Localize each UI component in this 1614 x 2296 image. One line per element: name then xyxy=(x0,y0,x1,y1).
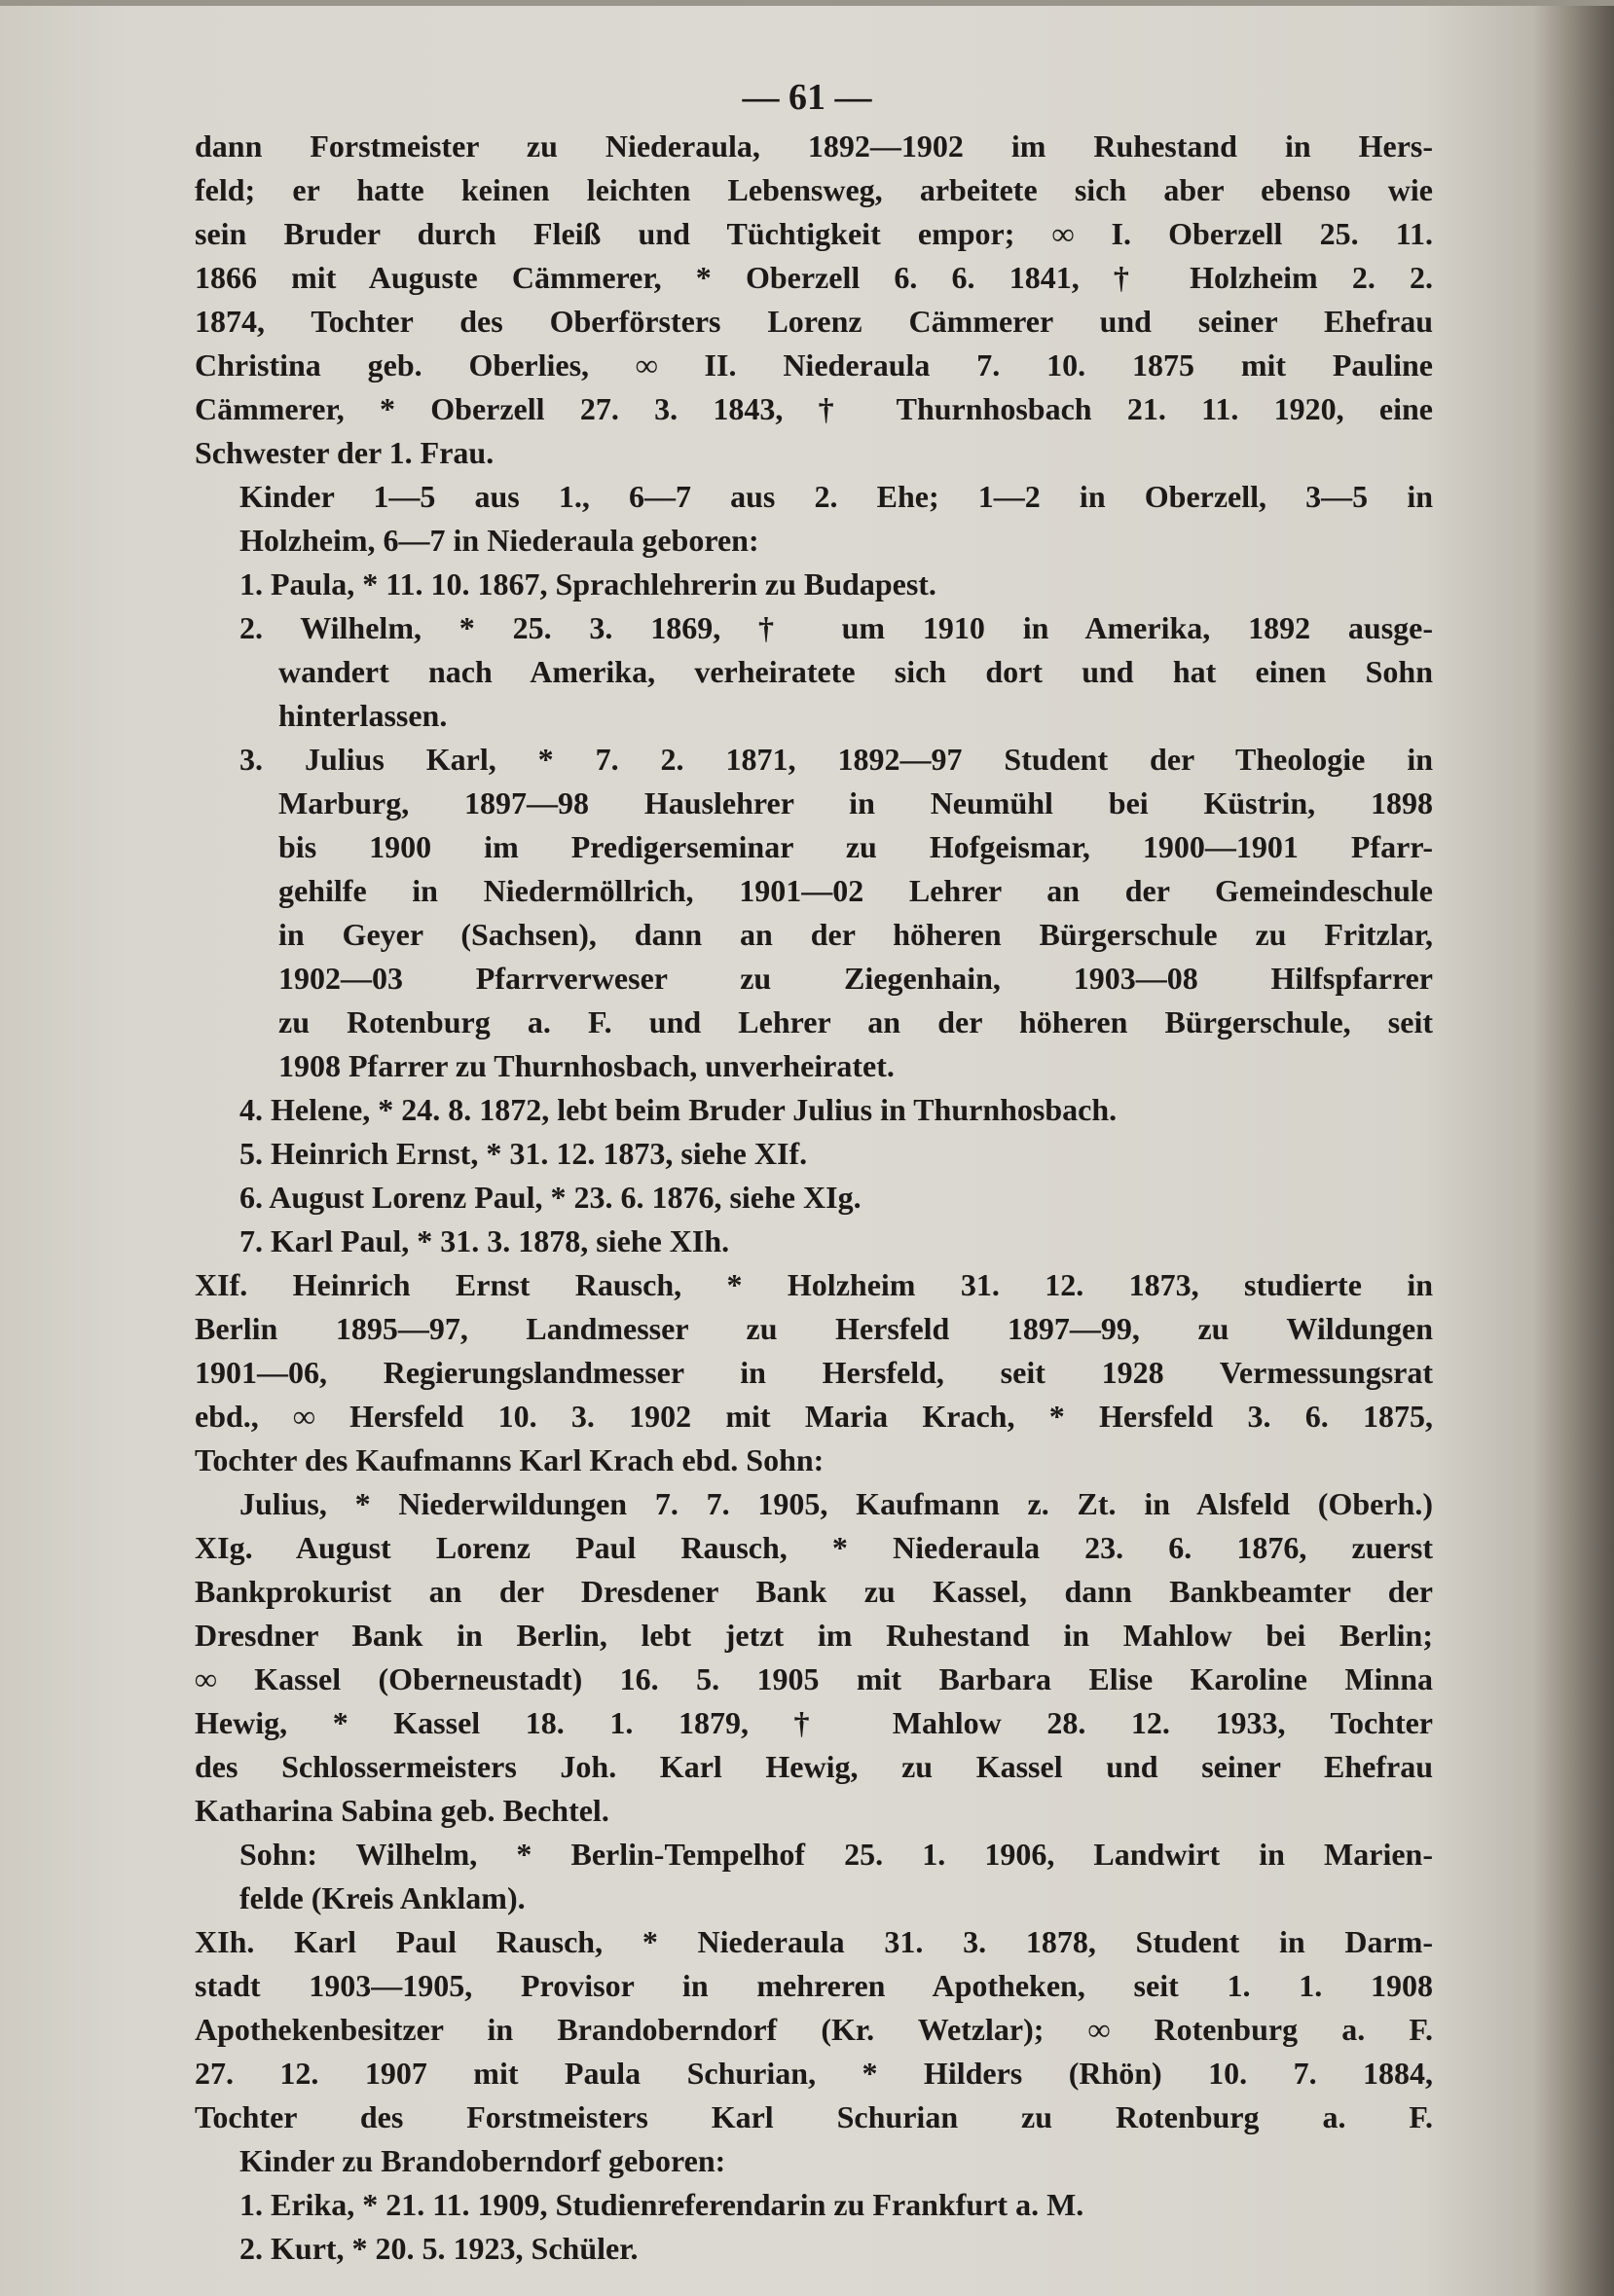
text-line: Kinder zu Brandoberndorf geboren: xyxy=(239,2143,726,2178)
text-line: Berlin 1895—97, Landmesser zu Hersfeld 1897—99, zu Wildungen xyxy=(195,1311,1433,1346)
text-line: Holzheim, 6—7 in Niederaula geboren: xyxy=(239,523,759,558)
text-line: 27. 12. 1907 mit Paula Schurian, * Hilders (Rhön) 10. 7. 1884, xyxy=(195,2056,1433,2091)
body-text xyxy=(195,125,1433,2271)
text-line: 1. Paula, * 11. 10. 1867, Sprachlehrerin zu Budapest. xyxy=(239,566,936,601)
text-line: 6. August Lorenz Paul, * 23. 6. 1876, siehe XIg. xyxy=(239,1180,862,1215)
text-line: hinterlassen. xyxy=(278,698,448,733)
text-line: Tochter des Forstmeisters Karl Schurian zu Rotenburg a. F. xyxy=(195,2099,1433,2134)
text-line: 1902—03 Pfarrverweser zu Ziegenhain, 1903—08 Hilfspfarrer xyxy=(278,961,1433,996)
text-line: Apothekenbesitzer in Brandoberndorf (Kr. Wetzlar); ∞ Rotenburg a. F. xyxy=(195,2012,1433,2047)
text-line: Schwester der 1. Frau. xyxy=(195,435,495,470)
text-line: ∞ Kassel (Oberneustadt) 16. 5. 1905 mit Barbara Elise Karoline Minna xyxy=(195,1661,1433,1696)
text-line: wandert nach Amerika, verheiratete sich dort und hat einen Sohn xyxy=(278,654,1433,689)
text-line: des Schlossermeisters Joh. Karl Hewig, zu Kassel und seiner Ehefrau xyxy=(195,1749,1433,1784)
text-line: 2. Kurt, * 20. 5. 1923, Schüler. xyxy=(239,2231,639,2266)
text-line: sein Bruder durch Fleiß und Tüchtigkeit empor; ∞ I. Oberzell 25. 11. xyxy=(195,216,1433,251)
text-line: 4. Helene, * 24. 8. 1872, lebt beim Bruder Julius in Thurnhosbach. xyxy=(239,1092,1118,1127)
text-line: Kinder 1—5 aus 1., 6—7 aus 2. Ehe; 1—2 in Oberzell, 3—5 in xyxy=(239,479,1433,514)
text-line: Marburg, 1897—98 Hauslehrer in Neumühl bei Küstrin, 1898 xyxy=(278,785,1433,820)
text-line: ebd., ∞ Hersfeld 10. 3. 1902 mit Maria Krach, * Hersfeld 3. 6. 1875, xyxy=(195,1399,1433,1434)
text-line: dann Forstmeister zu Niederaula, 1892—1902 im Ruhestand in Hers- xyxy=(195,128,1433,164)
text-line: 7. Karl Paul, * 31. 3. 1878, siehe XIh. xyxy=(239,1223,730,1258)
text-line: stadt 1903—1905, Provisor in mehreren Apotheken, seit 1. 1. 1908 xyxy=(195,1968,1433,2003)
text-line: 1901—06, Regierungslandmesser in Hersfeld, seit 1928 Vermessungsrat xyxy=(195,1355,1433,1390)
text-line: Christina geb. Oberlies, ∞ II. Niederaula 7. 10. 1875 mit Pauline xyxy=(195,347,1433,383)
text-line: 1. Erika, * 21. 11. 1909, Studienreferendarin zu Frankfurt a. M. xyxy=(239,2187,1084,2222)
text-line: feld; er hatte keinen leichten Lebensweg, arbeitete sich aber ebenso wie xyxy=(195,172,1433,207)
text-line: XIh. Karl Paul Rausch, * Niederaula 31. 3. 1878, Student in Darm- xyxy=(195,1924,1433,1959)
text-line: in Geyer (Sachsen), dann an der höheren Bürgerschule zu Fritzlar, xyxy=(278,917,1433,952)
text-line: Sohn: Wilhelm, * Berlin-Tempelhof 25. 1. 1906, Landwirt in Marien- xyxy=(239,1837,1433,1872)
text-line: Katharina Sabina geb. Bechtel. xyxy=(195,1793,609,1828)
text-line: 5. Heinrich Ernst, * 31. 12. 1873, siehe XIf. xyxy=(239,1136,808,1171)
text-line: 2. Wilhelm, * 25. 3. 1869, † um 1910 in Amerika, 1892 ausge- xyxy=(239,610,1433,645)
text-line: zu Rotenburg a. F. und Lehrer an der höheren Bürgerschule, seit xyxy=(278,1004,1433,1039)
text-line: Cämmerer, * Oberzell 27. 3. 1843, † Thurnhosbach 21. 11. 1920, eine xyxy=(195,391,1433,426)
text-line: felde (Kreis Anklam). xyxy=(239,1880,526,1915)
text-line: gehilfe in Niedermöllrich, 1901—02 Lehrer an der Gemeindeschule xyxy=(278,873,1433,908)
text-line: 3. Julius Karl, * 7. 2. 1871, 1892—97 Student der Theologie in xyxy=(239,742,1433,777)
text-line: bis 1900 im Predigerseminar zu Hofgeismar, 1900—1901 Pfarr- xyxy=(278,829,1433,864)
text-line: 1874, Tochter des Oberförsters Lorenz Cämmerer und seiner Ehefrau xyxy=(195,304,1433,339)
page-top-edge xyxy=(0,0,1614,6)
text-line: Tochter des Kaufmanns Karl Krach ebd. Sohn: xyxy=(195,1442,825,1477)
text-line: Hewig, * Kassel 18. 1. 1879, † Mahlow 28. 12. 1933, Tochter xyxy=(195,1705,1433,1740)
page-number: — 61 — xyxy=(742,77,872,118)
text-line: XIg. August Lorenz Paul Rausch, * Niederaula 23. 6. 1876, zuerst xyxy=(195,1530,1433,1565)
text-line: XIf. Heinrich Ernst Rausch, * Holzheim 31. 12. 1873, studierte in xyxy=(195,1267,1433,1302)
text-line: 1908 Pfarrer zu Thurnhosbach, unverheiratet. xyxy=(278,1048,895,1083)
text-line: Dresdner Bank in Berlin, lebt jetzt im Ruhestand in Mahlow bei Berlin; xyxy=(195,1618,1433,1653)
text-line: 1866 mit Auguste Cämmerer, * Oberzell 6. 6. 1841, † Holzheim 2. 2. xyxy=(195,260,1433,295)
text-line: Julius, * Niederwildungen 7. 7. 1905, Kaufmann z. Zt. in Alsfeld (Oberh.) xyxy=(239,1486,1433,1521)
text-line: Bankprokurist an der Dresdener Bank zu Kassel, dann Bankbeamter der xyxy=(195,1574,1433,1609)
